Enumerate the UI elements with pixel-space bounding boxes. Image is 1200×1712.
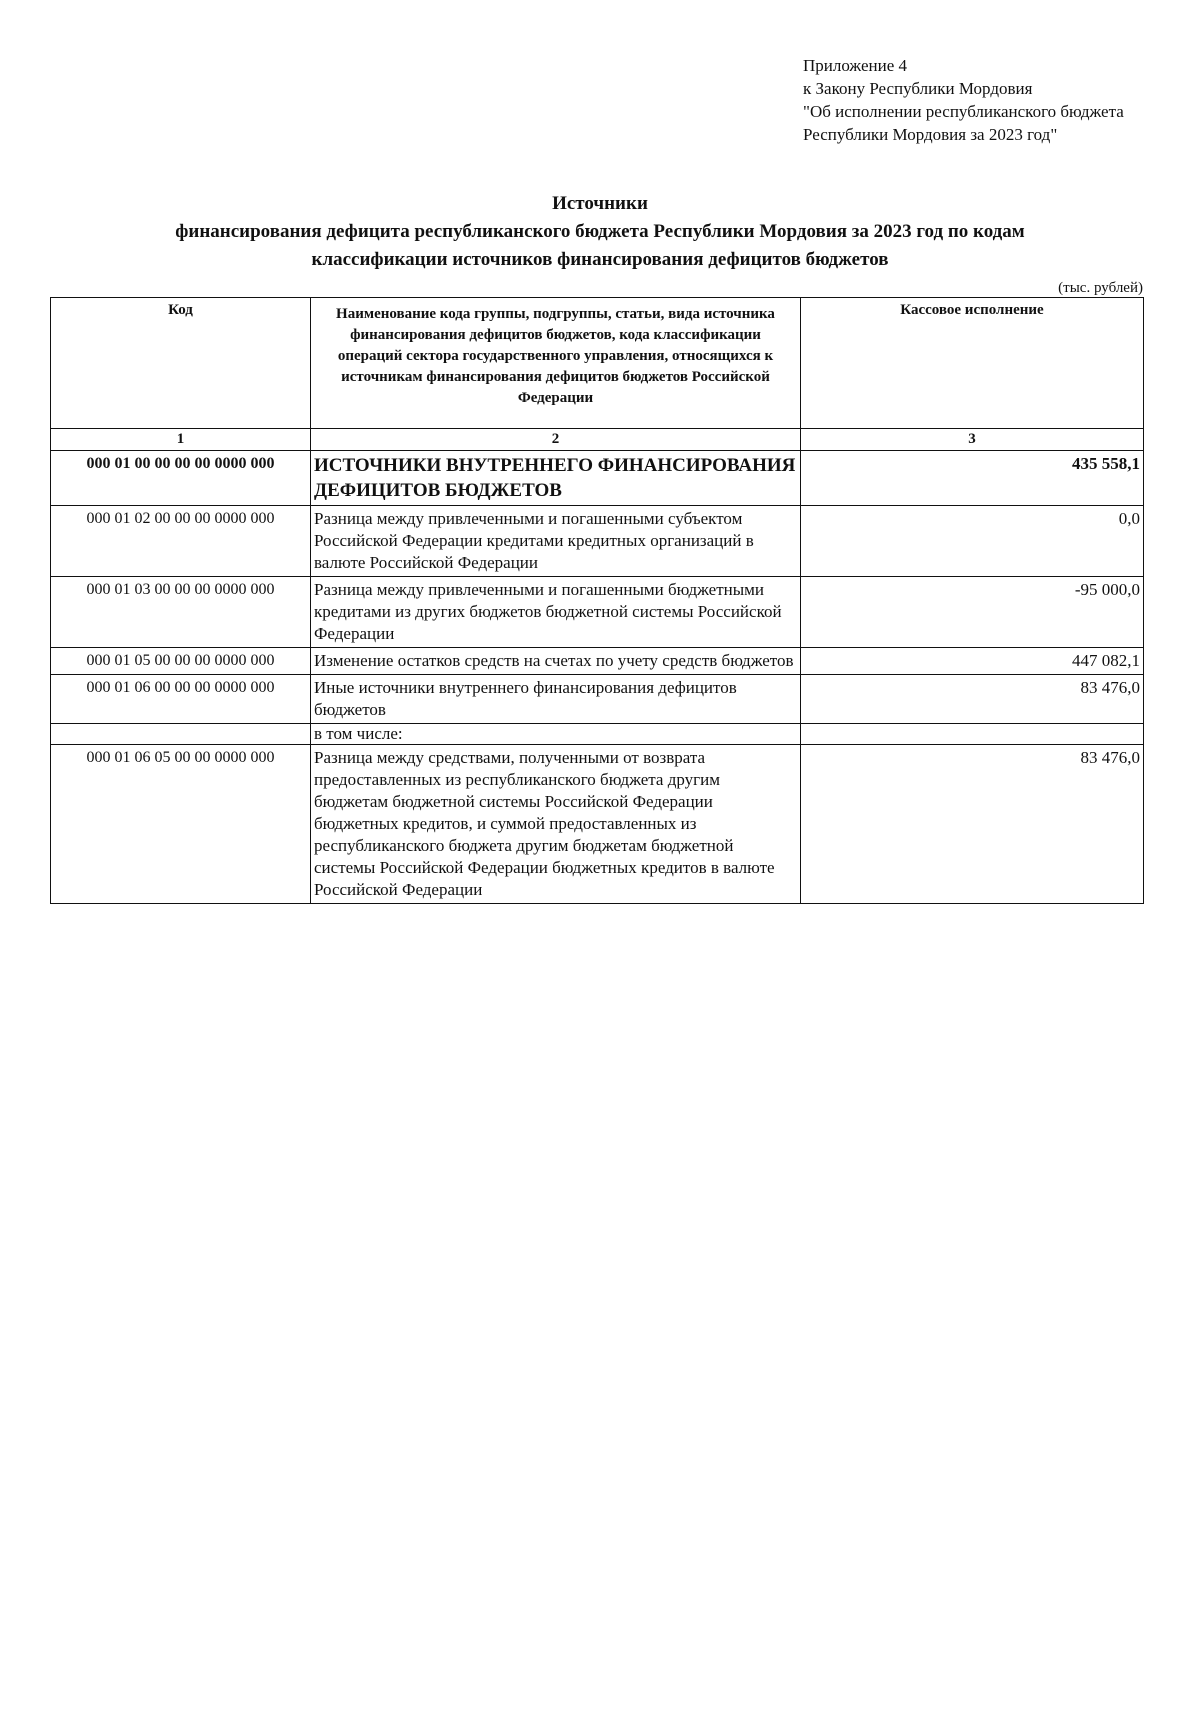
- column-number: 2: [311, 429, 801, 451]
- row-name: Разница между привлеченными и погашенными бюджетными кредитами из других бюджетов бюджетной системы Российской Федерации: [311, 577, 801, 648]
- row-code: [51, 724, 311, 745]
- sources-table: [50, 297, 1144, 904]
- column-number-row: [51, 429, 1144, 451]
- appendix-line: Республики Мордовия за 2023 год": [803, 125, 1058, 144]
- appendix-line: к Закону Республики Мордовия: [803, 79, 1033, 98]
- header-value: Кассовое исполнение: [801, 298, 1144, 429]
- row-name: Изменение остатков средств на счетах по учету средств бюджетов: [311, 648, 801, 675]
- table-row: [51, 724, 1144, 745]
- row-code: 000 01 05 00 00 00 0000 000: [51, 648, 311, 675]
- units-note: (тыс. рублей): [1058, 280, 1143, 296]
- appendix-note: [803, 54, 1124, 146]
- table-row: [51, 675, 1144, 724]
- header-name: Наименование кода группы, подгруппы, статьи, вида источника финансирования дефицитов бюджетов, кода классификации операций сектора государственного управления, относящихся к источникам финансирования дефицитов бюджетов Российской Федерации: [311, 298, 801, 429]
- title-line: финансирования дефицита республиканского бюджета Республики Мордовия за 2023 год по кодам: [175, 221, 1025, 242]
- row-value: 435 558,1: [801, 451, 1144, 506]
- title-line: классификации источников финансирования дефицитов бюджетов: [311, 249, 889, 270]
- row-name: Разница между средствами, полученными от возврата предоставленных из республиканского бюджета другим бюджетам бюджетной системы Российской Федерации бюджетных кредитов, и суммой предоставленных из республиканского бюджета другим бюджетам бюджетной системы Российской Федерации бюджетных кредитов в валюте Российской Федерации: [311, 745, 801, 904]
- row-value: -95 000,0: [801, 577, 1144, 648]
- row-code: 000 01 03 00 00 00 0000 000: [51, 577, 311, 648]
- row-code: 000 01 06 00 00 00 0000 000: [51, 675, 311, 724]
- row-value: 0,0: [801, 506, 1144, 577]
- row-name: Иные источники внутреннего финансирования дефицитов бюджетов: [311, 675, 801, 724]
- table-row: [51, 506, 1144, 577]
- row-name: Разница между привлеченными и погашенными субъектом Российской Федерации кредитами кредитных организаций в валюте Российской Федерации: [311, 506, 801, 577]
- row-value: 83 476,0: [801, 675, 1144, 724]
- header-code: Код: [51, 298, 311, 429]
- table-row: [51, 577, 1144, 648]
- row-name: в том числе:: [311, 724, 801, 745]
- column-number: 1: [51, 429, 311, 451]
- row-value: 447 082,1: [801, 648, 1144, 675]
- appendix-line: "Об исполнении республиканского бюджета: [803, 102, 1124, 121]
- row-code: 000 01 02 00 00 00 0000 000: [51, 506, 311, 577]
- table-row: [51, 451, 1144, 506]
- column-number: 3: [801, 429, 1144, 451]
- row-value: 83 476,0: [801, 745, 1144, 904]
- appendix-line: Приложение 4: [803, 56, 907, 75]
- table-header-row: [51, 298, 1144, 429]
- row-name: ИСТОЧНИКИ ВНУТРЕННЕГО ФИНАНСИРОВАНИЯ ДЕФИЦИТОВ БЮДЖЕТОВ: [311, 451, 801, 506]
- row-code: 000 01 06 05 00 00 0000 000: [51, 745, 311, 904]
- title-line: Источники: [552, 193, 648, 214]
- row-value: [801, 724, 1144, 745]
- document-title: [50, 190, 1150, 274]
- table-row: [51, 648, 1144, 675]
- row-code: 000 01 00 00 00 00 0000 000: [51, 451, 311, 506]
- table-row: [51, 745, 1144, 904]
